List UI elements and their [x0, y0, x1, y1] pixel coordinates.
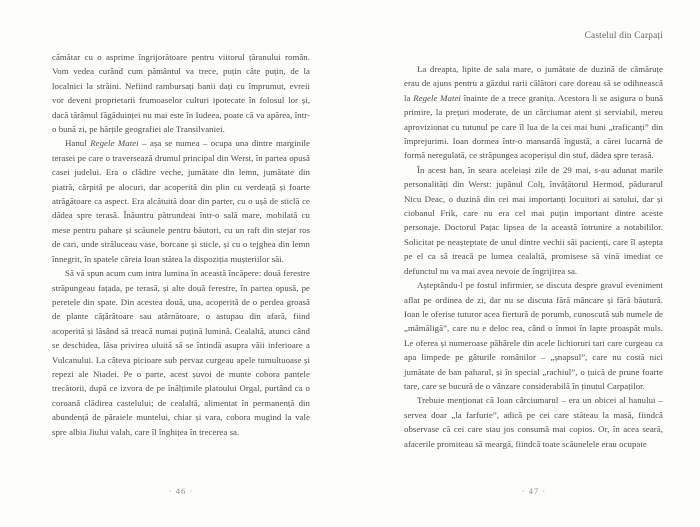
page-number-left: · 46 ·	[168, 486, 194, 496]
running-header: Castelul din Carpați	[584, 31, 663, 41]
paragraph: La dreapta, lipite de sala mare, o jumătate de duzină de cămăruțe erau de ajuns pentru a găzdui rarii călători care doreau să se odihnească la Regele Matei înainte de a trece granița. Acestora li se asigura o bună primire, la prețuri moderate, de un cârciumar atent și serviabil, mereu aprovizionat cu tutunul pe care îl lua de la cei mai buni „traficanți” din împrejurimi. Ioan dormea într-o mansardă îngustă, a cărei lucarnă de formă neregulată, ce străpungea acoperișul din stuf, dădea spre terasă.	[404, 64, 664, 161]
page-number-right: · 47 ·	[521, 486, 547, 496]
paragraph: Așteptându-l pe fostul infirmier, se discuta despre gravul eveniment aflat pe ordinea de zi, dar nu se discuta fără mâncare și fără băutură. Ioan le oferise tuturor acea fiertură de porumb, cunoscută sub numele de „mămăligă”, care nu e deloc rea, când o înmoi în lapte proaspăt muls. Le oferea și numeroase păhărele din acele lichioruri tari care curgeau ca apa limpede pe gâturile românilor – „șnapsul”, care nu costă nici jumătate de ban paharul, și în special „rachiul”, o țuică de prune foarte tare, care se bucură de o vânzare considerabilă în ținutul Carpaților.	[404, 280, 663, 391]
paragraph: Trebuie menționat că Ioan cârciumarul – era un obicei al hanului – servea doar „la farfurie”, adică pe cei care stăteau la masă, fiindcă observase că cei care stau jos consumă mai copios. Or, în acea seară, afacerile promiteau să meargă, fiindcă toate scăunelele erau ocupate	[404, 395, 663, 449]
page-right-body	[404, 62, 663, 451]
paragraph: Să vă spun acum cum intra lumina în această încăpere: două ferestre străpungeau fațada, pe terasă, și alte două ferestre, în partea opusă, pe peretele din spate. Din acestea două, una, acoperită de o perdea groasă de plante cățărătoare sau atârnătoare, o astupau din afară, fiind acoperită și lăsând să treacă numai puțină lumină. Cealaltă, atunci când se deschidea, lăsa privirea uluită să se întindă asupra văii inferioare a Vulcanului. La câteva picioare sub pervaz curgeau apele tumultuoase și repezi ale Niadei. Pe o parte, acest șuvoi de munte cobora pantele trecătorii, după ce izvora de pe înălțimile platoului Orgal, purtând ca o coroană clădirea castelului; de cealaltă, alimentat în permanență din abundență de pâraiele muntelui, chiar și vara, cobora mugind la vale spre albia Jiului valah, care îl înghițea în trecerea sa.	[52, 268, 310, 437]
page-left-body	[52, 50, 310, 439]
paragraph: cămătar cu o asprime îngrijorătoare pentru viitorul țăranului român. Vom vedea curând cum pământul va trece, puțin câte puțin, de la localnici la străini. Nefiind rambursați banii dați cu împrumut, evreii vor deveni proprietarii frumoaselor culturi ipotecate în folosul lor și, dacă tărâmul făgăduinței nu mai este în Iudeea, poate că va apărea, într-o bună zi, pe hărțile geografiei ale Transilvaniei.	[52, 52, 310, 135]
paragraph: Hanul Regele Matei – așa se numea – ocupa una dintre marginile terasei pe care o traversează drumul principal din Werst, în partea opusă casei judelui. Era o clădire veche, jumătate din lemn, jumătate din piatră, cârpită pe alocuri, dar acoperită din plin cu verdeață și foarte atrăgătoare ca aspect. Era alcătuită doar din parter, cu o ușă de sticlă ce dădea spre terasă. Înăuntru pătrundeai într-o sală mare, mobilată cu mese pentru pahare și scăunele pentru băutori, cu un raft din stejar ros de cari, unde străluceau vase, borcane și sticle, și cu o tejghea din lemn înnegrit, în spatele căreia Ioan stătea la dispoziția mușteriilor săi.	[52, 138, 311, 264]
page-right	[350, 0, 700, 527]
paragraph: În acest han, în seara aceleiași zile de 29 mai, s-au adunat marile personalități din Werst: jupânul Colț, învățătorul Hermod, pădurarul Nicu Deac, o duzină din cei mai importanți locuitori ai satului, dar și ciobanul Frik, care nu era cel mai puțin important dintre aceste personaje. Doctorul Pațac lipsea de la această întrunire a notabililor. Solicitat pe neașteptate de unul dintre vechii săi pacienți, care îl aștepta pe el ca să treacă pe lumea cealaltă, promisese să vină imediat ce defunctul nu va mai avea nevoie de îngrijirea sa.	[404, 164, 663, 276]
